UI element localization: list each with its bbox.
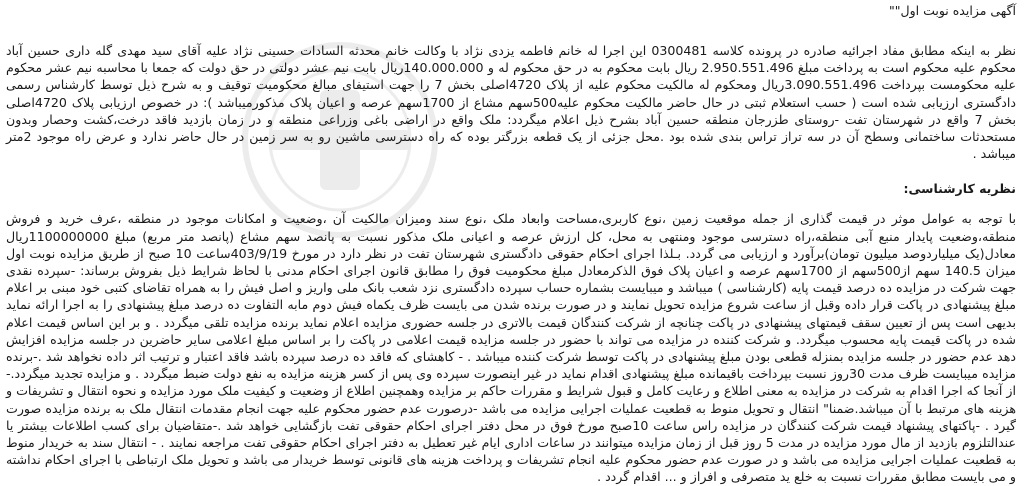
notice-title: آگهی مزایده نوبت اول"" (889, 3, 1016, 18)
expert-opinion-heading: نظریه کارشناسی: (903, 181, 1016, 197)
expert-opinion-paragraph: با توجه به عوامل موثر در قیمت گذاری از جمله موقعیت زمین ،نوع کاربری،مساحت وابعاد ملک ،نوع سند ومیزان مالکیت آن ،وضعیت و امکانات موجود در منطقه ،عرف خرید و فروش منطقه،وضعیت پایدار منبع آبی منطقه،راه دسترسی موجود ومنتهی به محل، کل ارزش عرصه و اعیانی ملک مذکور نسبت به پانصد سهم مشاع (پانصد متر مربع) مبلغ 1100000000ریال معادل(یک میلیاردوصد میلیون تومان)برآورد و ارزیابی می گردد. بـلذا اجرای احکام حقوقی دادگستری شهرستان تفت در نظر دارد در مورخ 403/9/19ساعت 10 صبح از طریق مزایده نوبت اول میزان 140.5 سهم از500سهم از 1700سهم عرصه و اعیان پلاک فوق الذکرمعادل مبلغ محکومیت فوق را مطابق قانون اجرای احکام مدنی با لحاظ شرایط ذیل بفروش برساند: -سپرده نقدی جهت شرکت در مزایده ده درصد قیمت پایه (کارشناسی ) میباشد و میبایست بشماره حساب سپرده دادگستری نزد شعب بانک ملی واریز و اصل فیش را به همراه تقاضای کتبی خود مبنی بر اعلام مبلغ پیشنهادی در پاکت قرار داده وقبل از ساعت شروع مزایده تحویل نمایند و در صورت برنده شدن می بایست ظرف یکماه فیش دوم مابه التفاوت ده درصد مبلغ پیشنهادی را به اجرا ارائه نماید بدیهی است پس از تعیین سقف قیمتهای پیشنهادی در پاکت چنانچه از شرکت کنندگان قیمت بالاتری در جلسه حضوری مزایده اعلام نماید برنده مزایده تلقی میگردد . و بر این اساس قیمت اعلام شده در پاکت قیمت پایه محسوب میگردد. و شرکت کننده در مزایده می تواند با حضور در جلسه مزایده قیمت اعلامی در پاکت را بر اساس مبلغ اعلامی سایر حاضرین در جلسه مزایده افزایش دهد عدم حضور در جلسه مزایده بمنزله قطعی بودن مبلغ پیشنهادی در پاکت توسط شرکت کننده میباشد . - کاهشای که فاقد ده درصد سپرده باشد فاقد اعتبار و ترتیب اثر داده نخواهد شد .-برنده مزایده میبایست ظرف مدت 30روز نسبت بپرداخت باقیمانده مبلغ پیشنهادی اقدام نماید در غیر اینصورت سپرده وی پس از کسر هزینه مزایده به نفع دولت ضبط میگردد . و مزایده تجدید میگردد.-از آنجا که اجرا اقدام به شرکت در مزایده به معنی اطلاع و رعایت کامل و قبول شرایط و مقررات حاکم بر مزایده وهمچنین اطلاع از وضعیت و کیفیت ملک مورد مزایده و نحوه انتقال و تشریفات و هزینه های مرتبط با آن میباشد.ضمنا" انتقال و تحویل منوط به قطعیت عملیات اجرایی مزایده می باشد -درصورت عدم حضور محکوم علیه جهت انجام مقدمات انتقال ملک به برنده مزایده صورت گیرد . -پاکتهای پیشنهاد قیمت شرکت کنندگان در مزایده راس ساعت 10صبح مورخ فوق در محل دفتر اجرای احکام حقوقی تفت بازگشایی خواهد شد .-متقاضیان برای کسب اطلاعات بیشتر یا عندالتلزوم بازدید از مال مورد مزایده در مدت 5 روز قبل از زمان مزایده میتوانند در ساعات اداری ایام غیر تعطیل به دفتر اجرای احکام حقوقی تفت مراجعه نمایند . - انتقال سند به خریدار منوط به قطعیت عملیات اجرایی مزایده می باشد و در صورت عدم حضور محکوم علیه انجام تشریفات و پرداخت هزینه های قانونی توسط خریدار می باشد و تحویل ملک ارتباطی با اجرای احکام نداشته و می بایست مطابق مقررات نسبت به خلع ید متصرفی و افراز و ... اقدام گردد . (5, 211, 1017, 485)
case-description-paragraph: نظر به اینکه مطابق مفاد اجرائیه صادره در پرونده کلاسه 0300481 این اجرا له خانم فاطمه یزدی نژاد با وکالت خانم محدثه السادات حسینی نژاد علیه آقای سید مهدی گله داری حسین آباد محکوم علیه محکوم است به پرداخت مبلغ 2.950.551.496 ریال بابت محکوم به در حق محکوم له و 140.000.000ریال بابت نیم عشر دولتی در حق دولت که جمعا با محاسبه نیم عشر محکوم علیه محکومست بپرداخت 3.090.551.496ریال ومحکوم له مالکیت محکوم علیه از پلاک 4720اصلی بخش 7 را جهت استیفای مبالغ محکومیت توقیف و به شرح ذیل توسط کارشناس رسمی دادگستری ارزیابی شده است ( حسب استعلام ثبتی در حال حاضر مالکیت محکوم علیه500سهم مشاع از 1700سهم عرصه و اعیان پلاک مذکورمیباشد ): در خصوص ارزیابی پلاک 4720اصلی بخش 7 واقع در شهرستان تفت -روستای طزرجان منطقه حسین آباد بشرح ذیل اعلام میگردد: ملک واقع در اراضی باغی وزراعی منطقه و در زمان بازدید فاقد درخت،کشت وحصار وبدون مستحدثات ساختمانی وسطح آن در سه تراز تراس بندی شده بود .محل جزئی از یک قطعه بزرگتر بوده که راه دسترسی ماشین رو به سر زمین در حال حاضر ندارد و عرض راه موجود 2متر میباشد . (6, 43, 1016, 162)
